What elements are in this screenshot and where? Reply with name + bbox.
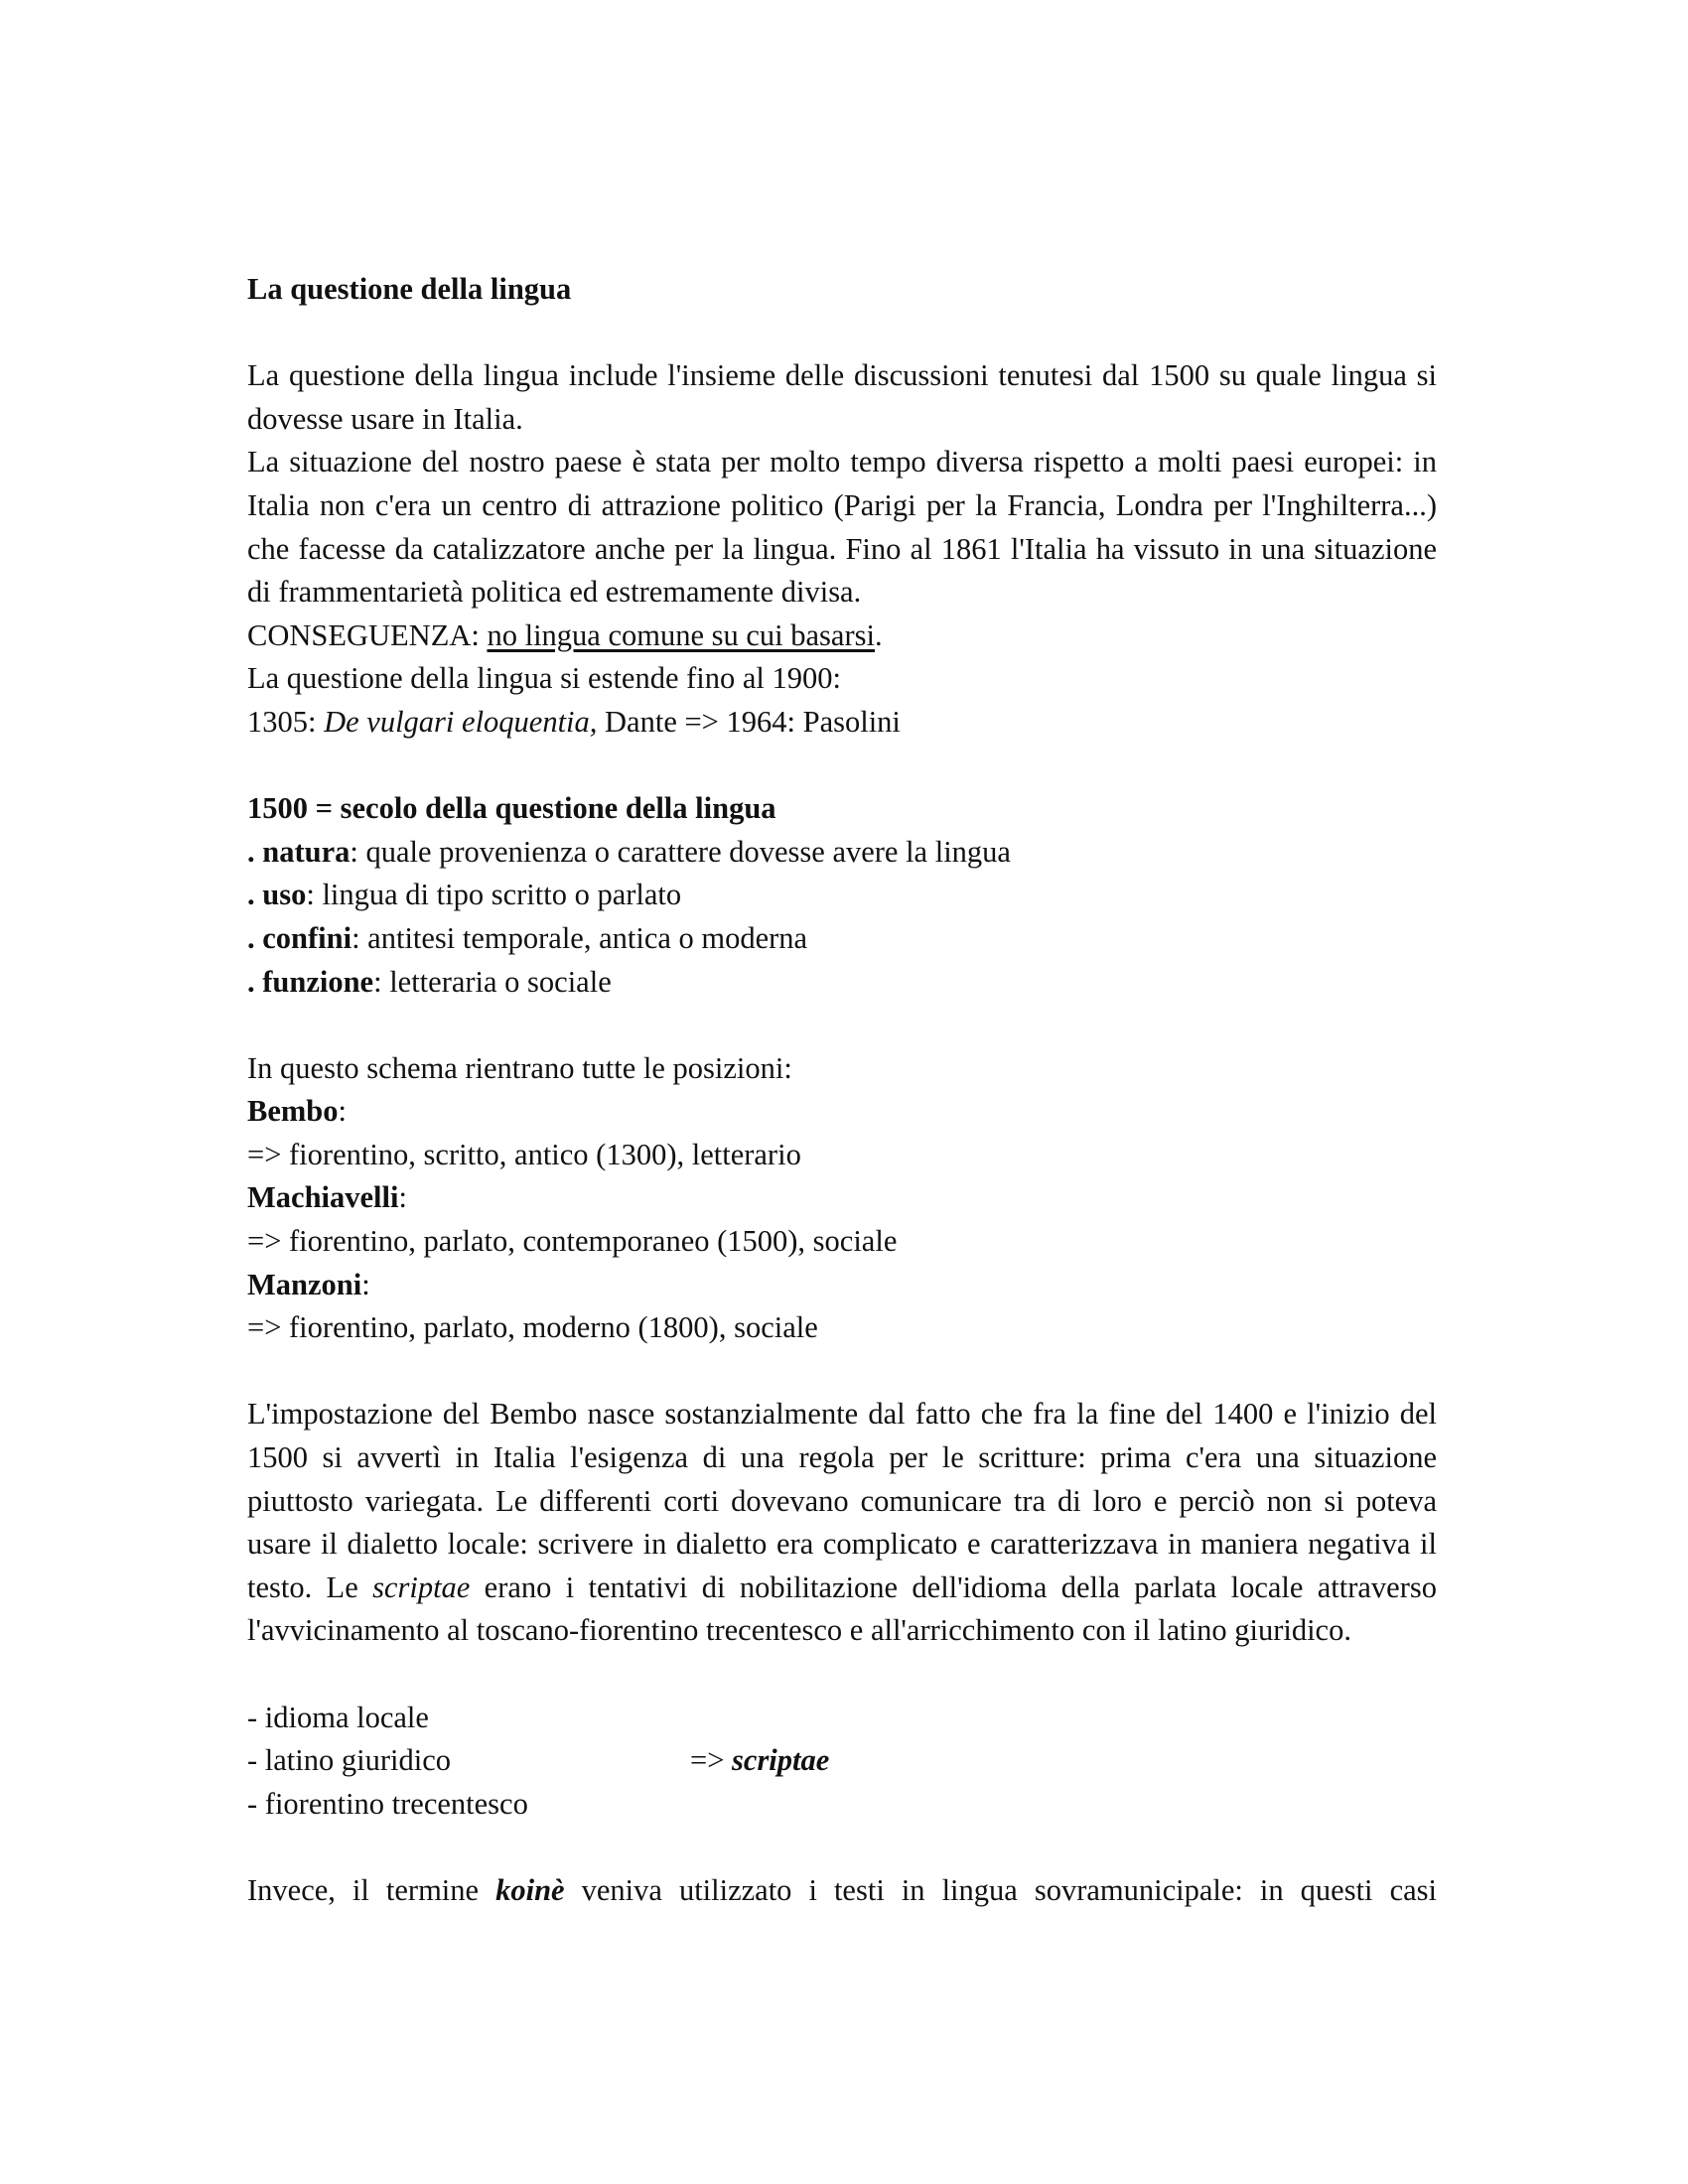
- author-heading: [247, 1090, 1437, 1134]
- positions-intro: In questo schema rientrano tutte le posizioni:: [247, 1050, 792, 1085]
- bembo-term: scriptae: [372, 1570, 471, 1604]
- document-body: [247, 268, 1437, 1913]
- intro-paragraph-1: La questione della lingua include l'insieme delle discussioni tenutesi dal 1500 su quale lingua si dovesse usare in Italia.: [247, 358, 1437, 436]
- criteria-term: natura: [262, 834, 351, 869]
- timeline-start: 1305:: [247, 704, 325, 739]
- author-colon: :: [398, 1180, 407, 1215]
- author-view: => fiorentino, parlato, contemporaneo (1500), sociale: [247, 1224, 898, 1259]
- criteria-desc: : letteraria o sociale: [373, 964, 612, 999]
- criteria-item: [247, 874, 1437, 917]
- scriptae-item: - latino giuridico: [247, 1743, 451, 1778]
- criteria-bullet: .: [247, 920, 263, 955]
- timeline-rest: Dante => 1964: Pasolini: [597, 704, 901, 739]
- intro-paragraph-2: La situazione del nostro paese è stata per molto tempo diversa rispetto a molti paesi europei: in Italia non c'era un centro di attrazione politico (Parigi per la Francia, Londra per l'Inghilterra...) che facesse da catalizzatore anche per la lingua. Fino al 1861 l'Italia ha vissuto in una situazione di frammentarietà politica ed estremamente divisa.: [247, 445, 1437, 610]
- criteria-bullet: .: [247, 964, 263, 999]
- consequence-text: no lingua comune su cui basarsi: [487, 617, 875, 652]
- author-heading: [247, 1264, 1437, 1307]
- scriptae-arrow: =>: [690, 1743, 733, 1778]
- koine-term: koinè: [495, 1872, 565, 1907]
- timeline-work: De vulgari eloquentia,: [324, 704, 598, 739]
- spacer: [247, 745, 1437, 788]
- koine-paragraph: [247, 1869, 1437, 1913]
- timeline-line: [247, 701, 1437, 745]
- author-view: => fiorentino, parlato, moderno (1800), sociale: [247, 1310, 818, 1345]
- criteria-term: confini: [262, 920, 352, 955]
- spacer: [247, 1004, 1437, 1047]
- author-name: Machiavelli: [247, 1180, 399, 1215]
- spacer: [247, 1826, 1437, 1869]
- consequence-end: .: [874, 617, 883, 652]
- bembo-text-before: L'impostazione del Bembo nasce sostanzialmente dal fatto che fra la fine del 1400 e l'inizio del 1500 si avvertì in Italia l'esigenza di una regola per le scritture: prima c'era una situazione piuttosto variegata. Le differenti corti dovevano comunicare tra di loro e perciò non si poteva usare il dialetto locale: scrivere in dialetto era complicato e caratterizzava in maniera negativa il testo. Le: [247, 1397, 1437, 1604]
- bembo-paragraph: [247, 1393, 1437, 1653]
- scriptae-result-term: scriptae: [732, 1743, 830, 1778]
- century-heading: 1500 = secolo della questione della lingua: [247, 791, 776, 826]
- criteria-item: [247, 917, 1437, 961]
- scriptae-row: [247, 1739, 1437, 1783]
- criteria-item: [247, 961, 1437, 1005]
- criteria-item: [247, 831, 1437, 875]
- criteria-bullet: .: [247, 834, 263, 869]
- criteria-desc: : lingua di tipo scritto o parlato: [306, 878, 682, 912]
- author-name: Manzoni: [247, 1267, 362, 1301]
- criteria-desc: : quale provenienza o carattere dovesse avere la lingua: [350, 834, 1011, 869]
- spacer: [247, 1350, 1437, 1394]
- koine-text-before: Invece, il termine: [247, 1872, 496, 1907]
- author-heading: [247, 1176, 1437, 1220]
- scriptae-item: - fiorentino trecentesco: [247, 1786, 528, 1821]
- spacer: [247, 1653, 1437, 1697]
- criteria-term: uso: [262, 878, 307, 912]
- intro-paragraph-3: La questione della lingua si estende fino al 1900:: [247, 661, 841, 696]
- koine-text-after: veniva utilizzato i testi in lingua sovramunicipale: in questi casi: [564, 1872, 1437, 1907]
- author-colon: :: [361, 1267, 370, 1301]
- criteria-term: funzione: [262, 964, 374, 999]
- document-title: La questione della lingua: [247, 272, 572, 306]
- author-colon: :: [338, 1094, 347, 1129]
- scriptae-item: - idioma locale: [247, 1700, 429, 1734]
- bembo-text-after: erano i tentativi di nobilitazione dell'idioma della parlata locale attraverso l'avvicinamento al toscano-fiorentino trecentesco e all'arricchimento con il latino giuridico.: [247, 1570, 1437, 1648]
- criteria-bullet: .: [247, 878, 263, 912]
- criteria-desc: : antitesi temporale, antica o moderna: [352, 920, 808, 955]
- author-view: => fiorentino, scritto, antico (1300), letterario: [247, 1137, 801, 1171]
- consequence-label: CONSEGUENZA:: [247, 617, 488, 652]
- author-name: Bembo: [247, 1094, 339, 1129]
- scriptae-result: [690, 1739, 829, 1783]
- spacer: [247, 312, 1437, 355]
- consequence-line: [247, 614, 1437, 658]
